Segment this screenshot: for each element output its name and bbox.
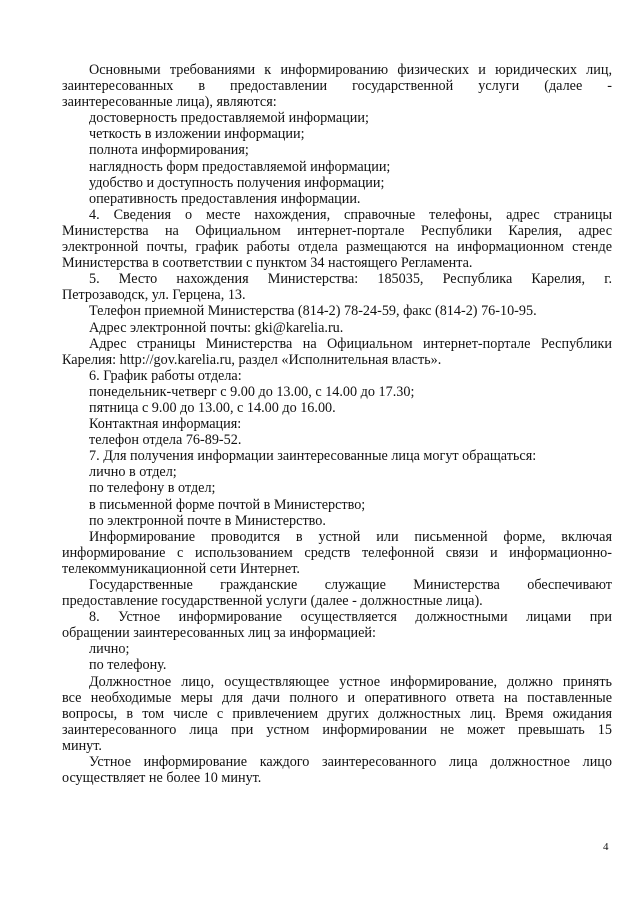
list-item: полнота информирования; (89, 142, 249, 159)
text-line: электронной почты, график работы отдела размещаются на информационном стенде (62, 239, 612, 256)
text-line: Информирование проводится в устной или письменной форме, включая (89, 528, 612, 545)
text-line: осуществляет не более 10 минут. (62, 770, 262, 787)
list-item: пятница с 9.00 до 13.00, с 14.00 до 16.00. (89, 399, 336, 416)
page-number: 4 (603, 841, 609, 853)
text-line: Карелия: http://gov.karelia.ru, раздел «Исполнительная власть». (62, 351, 442, 368)
text-line: Контактная информация: (89, 416, 242, 433)
text-line: 8. Устное информирование осуществляется должностными лицами при (89, 609, 612, 626)
list-item: по электронной почте в Министерство. (89, 512, 326, 529)
text-line: Адрес электронной почты: gki@karelia.ru. (89, 319, 344, 336)
list-item: по телефону в отдел; (89, 480, 216, 497)
list-item: удобство и доступность получения информации; (89, 174, 385, 191)
list-item: лично; (89, 641, 130, 658)
text-line: Телефон приемной Министерства (814-2) 78-24-59, факс (814-2) 76-10-95. (89, 303, 537, 320)
text-line: информирование с использованием средств телефонной связи и информационно- (62, 544, 612, 561)
text-line: Основными требованиями к информированию физических и юридических лиц, (89, 62, 612, 78)
text-line: заинтересованные лица), являются: (62, 94, 277, 111)
list-item: лично в отдел; (89, 464, 177, 481)
text-line: обращении заинтересованных лиц за информацией: (62, 625, 376, 642)
text-line: Должностное лицо, осуществляющее устное информирование, должно принять (89, 673, 612, 690)
list-item: понедельник-четверг с 9.00 до 13.00, с 14.00 до 17.30; (89, 383, 415, 400)
text-line: 4. Сведения о месте нахождения, справочные телефоны, адрес страницы (89, 206, 612, 223)
section-heading: 6. График работы отдела: (89, 367, 242, 384)
list-item: достоверность предоставляемой информации; (89, 110, 369, 127)
list-item: наглядность форм предоставляемой информации; (89, 158, 391, 175)
list-item: по телефону. (89, 657, 167, 674)
text-line: 5. Место нахождения Министерства: 185035, Республика Карелия, г. (89, 271, 612, 288)
text-line: заинтересованных в предоставлении государственной услуги (далее - (62, 78, 612, 95)
text-line: Адрес страницы Министерства на Официальном интернет-портале Республики (89, 335, 612, 352)
list-item: в письменной форме почтой в Министерство; (89, 496, 366, 513)
text-line: предоставление государственной услуги (далее - должностные лица). (62, 593, 483, 610)
text-line: Министерства на Официальном интернет-портале Республики Карелия, адрес (62, 222, 612, 239)
text-line: телекоммуникационной сети Интернет. (62, 560, 300, 577)
text-line: Устное информирование каждого заинтересованного лица должностное лицо (89, 754, 612, 771)
text-line: Петрозаводск, ул. Герцена, 13. (62, 287, 246, 304)
text-line: вопросы, в том числе с привлечением других должностных лиц. Время ожидания (62, 705, 612, 722)
text-line: минут. (62, 737, 102, 754)
list-item: четкость в изложении информации; (89, 126, 305, 143)
text-line: Государственные гражданские служащие Министерства обеспечивают (89, 577, 612, 593)
list-item: телефон отдела 76-89-52. (89, 432, 242, 449)
text-line: заинтересованного лица при устном информировании не может превышать 15 (62, 721, 612, 738)
list-item: оперативность предоставления информации. (89, 190, 361, 207)
text-line: 7. Для получения информации заинтересованные лица могут обращаться: (89, 448, 537, 465)
text-line: Министерства в соответствии с пунктом 34 настоящего Регламента. (62, 255, 473, 272)
text-line: все необходимые меры для дачи полного и оперативного ответа на поставленные (62, 689, 612, 706)
body-text (62, 62, 612, 786)
